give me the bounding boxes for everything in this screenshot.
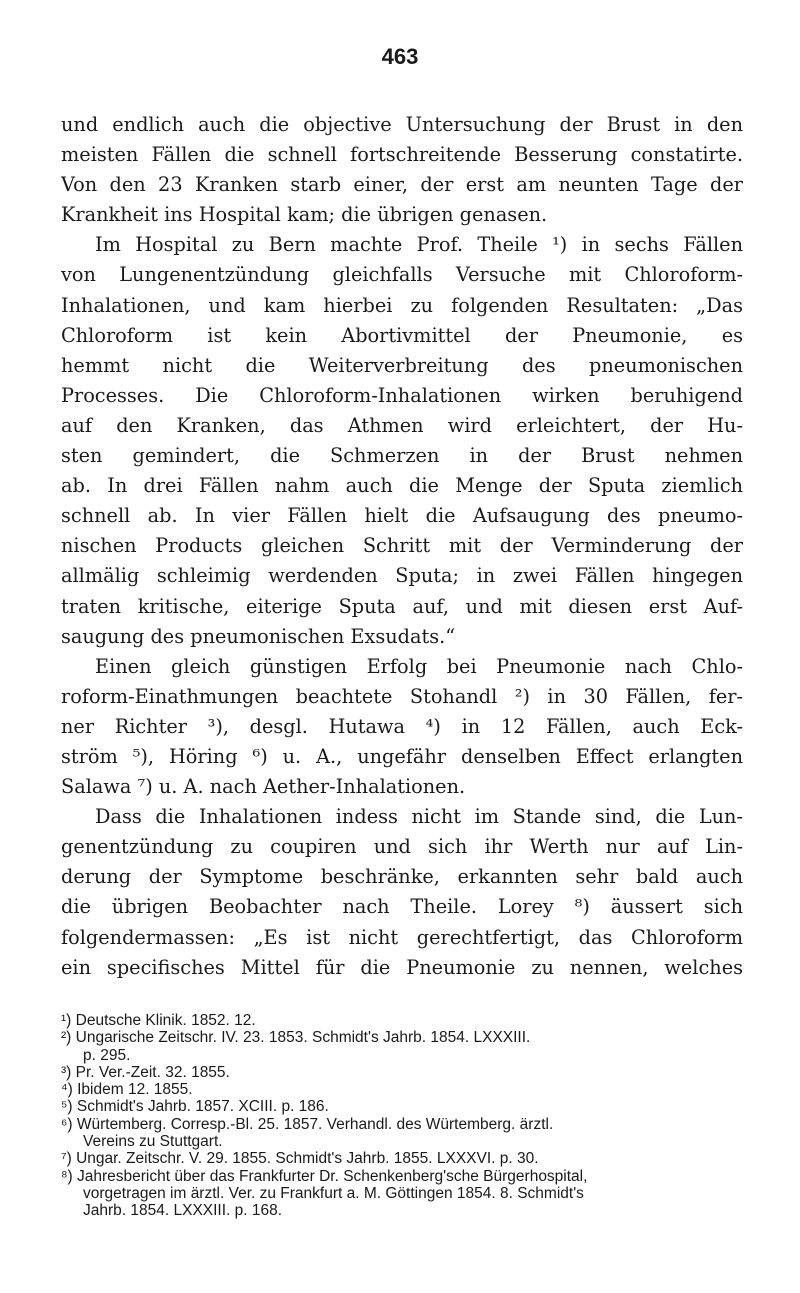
body-line: Von den 23 Kranken starb einer, der erst am neunten Tage der [61,173,743,197]
body-line: genentzündung zu coupiren und sich ihr Werth nur auf Lin- [61,835,743,859]
body-line: allmälig schleimig werdenden Sputa; in zwei Fällen hingegen [61,564,743,588]
body-line: Processes. Die Chloroform-Inhalationen wirken beruhigend [61,383,743,407]
body-text [61,110,743,983]
body-line: hemmt nicht die Weiterverbreitung des pneumonischen [61,353,743,377]
body-line: und endlich auch die objective Untersuchung der Brust in den [61,113,743,136]
body-line: die übrigen Beobachter nach Theile. Lorey ⁸) äussert sich [61,895,743,919]
body-line: Salawa ⁷) u. A. nach Aether-Inhalationen. [61,775,466,799]
body-line: schnell ab. In vier Fällen hielt die Aufsaugung des pneumo- [61,504,743,528]
footnote-line: p. 295. [83,1046,131,1064]
body-line: Chloroform ist kein Abortivmittel der Pneumonie, es [61,323,743,347]
body-line: Inhalationen, und kam hierbei zu folgenden Resultaten: „Das [61,293,743,317]
footnote-line: ⁶) Würtemberg. Corresp.-Bl. 25. 1857. Verhandl. des Würtemberg. ärztl. [61,1115,554,1133]
page-number: 463 [381,44,419,69]
body-line: saugung des pneumonischen Exsudats.“ [61,624,456,648]
footnote-line: Vereins zu Stuttgart. [83,1133,223,1151]
footnote-line: ³) Pr. Ver.-Zeit. 32. 1855. [61,1063,230,1081]
footnote-line: ²) Ungarische Zeitschr. IV. 23. 1853. Schmidt's Jahrb. 1854. LXXXIII. [61,1029,531,1047]
footnotes [61,1012,743,1220]
body-line: roform-Einathmungen beachtete Stohandl ²) in 30 Fällen, fer- [61,684,743,708]
body-line: Dass die Inhalationen indess nicht im Stande sind, die Lun- [95,805,743,829]
body-line: auf den Kranken, das Athmen wird erleichtert, der Hu- [61,413,743,437]
body-line: nischen Products gleichen Schritt mit der Verminderung der [61,534,743,558]
footnote-line: ¹) Deutsche Klinik. 1852. 12. [61,1012,256,1029]
footnote-line: vorgetragen im ärztl. Ver. zu Frankfurt a. M. Göttingen 1854. 8. Schmidt's [83,1184,584,1202]
body-line: derung der Symptome beschränke, erkannten sehr bald auch [61,865,743,889]
body-line: ein specifisches Mittel für die Pneumonie zu nennen, welches [61,955,743,979]
footnote-line: Jahrb. 1854. LXXXIII. p. 168. [83,1202,283,1220]
body-line: Im Hospital zu Bern machte Prof. Theile ¹) in sechs Fällen [95,233,743,257]
body-line: Einen gleich günstigen Erfolg bei Pneumonie nach Chlo- [95,654,743,678]
body-line: traten kritische, eiterige Sputa auf, und mit diesen erst Auf- [61,594,743,618]
footnote-line: ⁸) Jahresbericht über das Frankfurter Dr. Schenkenberg'sche Bürgerhospital, [61,1167,588,1185]
body-line: ner Richter ³), desgl. Hutawa ⁴) in 12 Fällen, auch Eck- [61,714,743,738]
footnote-line: ⁵) Schmidt's Jahrb. 1857. XCIII. p. 186. [61,1098,329,1116]
footnote-line: ⁷) Ungar. Zeitschr. V. 29. 1855. Schmidt's Jahrb. 1855. LXXXVI. p. 30. [61,1150,539,1168]
body-line: sten gemindert, die Schmerzen in der Brust nehmen [61,444,743,468]
body-line: folgendermassen: „Es ist nicht gerechtfertigt, das Chloroform [61,925,743,949]
body-line: ström ⁵), Höring ⁶) u. A., ungefähr denselben Effect erlangten [61,744,743,768]
body-line: Krankheit ins Hospital kam; die übrigen genasen. [61,203,548,227]
body-line: ab. In drei Fällen nahm auch die Menge der Sputa ziemlich [61,474,743,498]
body-line: von Lungenentzündung gleichfalls Versuche mit Chloroform- [61,263,743,287]
body-line: meisten Fällen die schnell fortschreitende Besserung constatirte. [61,143,743,167]
footnote-line: ⁴) Ibidem 12. 1855. [61,1081,193,1099]
